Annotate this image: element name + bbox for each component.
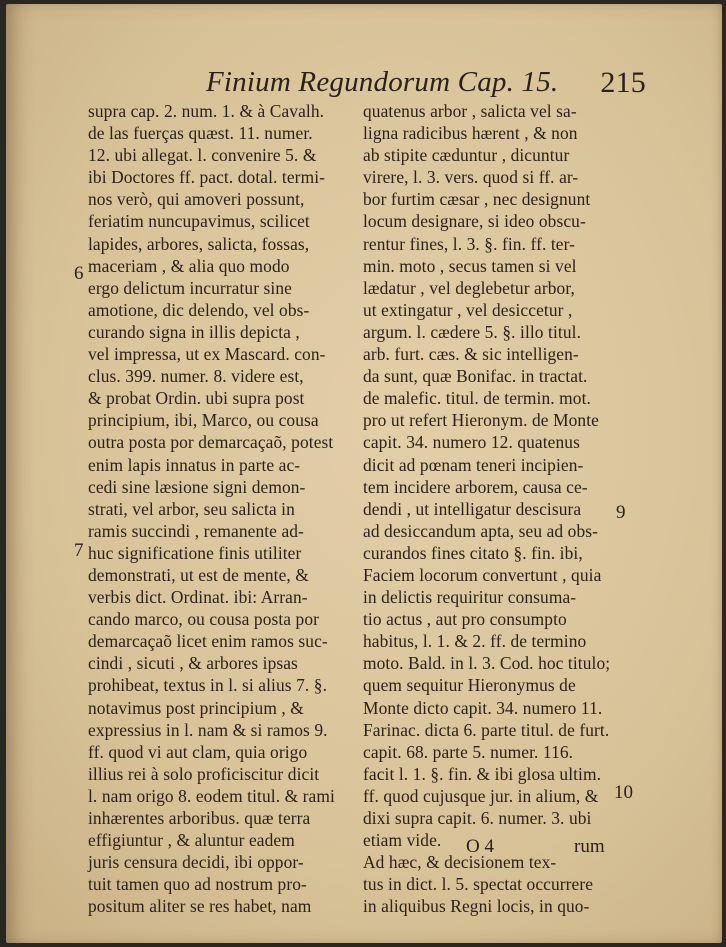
left-column-line: demarcaçaõ licet enim ramos suc- xyxy=(88,631,328,652)
left-column-line: nos verò, qui amoveri possunt, xyxy=(88,189,305,210)
left-column-line: positum aliter se res habet, nam xyxy=(88,896,312,917)
right-column-line: quatenus arbor , salicta vel sa- xyxy=(363,101,577,121)
margin-number-6: 6 xyxy=(74,263,84,284)
right-column-line: moto. Bald. in l. 3. Cod. hoc titulo; xyxy=(363,653,611,674)
right-column-line: ligna radicibus hærent , & non xyxy=(363,123,578,144)
left-column-line: principium, ibi, Marco, ou cousa xyxy=(88,410,319,431)
right-column-line: curandos fines citato §. fin. ibi, xyxy=(363,542,583,563)
left-column-line: juris censura decidi, ibi oppor- xyxy=(88,852,304,873)
right-column-line: ab stipite cæduntur , dicuntur xyxy=(363,145,570,166)
right-column-line: lædatur , vel deglebetur arbor, xyxy=(363,277,575,298)
right-column-line: capit. 68. parte 5. numer. 116. xyxy=(363,741,574,762)
right-column-line: rentur fines, l. 3. §. fin. ff. ter- xyxy=(363,233,576,254)
left-column-line: inhærentes arboribus. quæ terra xyxy=(88,808,311,828)
right-column-line: facit l. 1. §. fin. & ibi glosa ultim. xyxy=(363,763,602,784)
page-number: 215 xyxy=(600,66,646,99)
right-column-line: virere, l. 3. vers. quod si ff. ar- xyxy=(363,167,579,188)
left-column-line: cindi , sicuti , & arbores ipsas xyxy=(88,653,298,674)
left-column-line: outra posta por demarcaçaõ, potest xyxy=(88,432,334,453)
right-column-line: de malefic. titul. de termin. mot. xyxy=(363,388,591,409)
left-column-line: enim lapis innatus in parte ac- xyxy=(88,454,301,475)
left-column-line: tuit tamen quo ad nostrum pro- xyxy=(88,874,307,895)
right-column-line: in aliquibus Regni locis, in quo- xyxy=(363,896,590,917)
left-column-line: l. nam origo 8. eodem titul. & rami xyxy=(88,785,335,806)
right-column-line: capit. 34. numero 12. quatenus xyxy=(363,432,580,453)
left-column-line: lapides, arbores, salicta, fossas, xyxy=(88,233,310,254)
catchword: rum xyxy=(574,836,605,857)
left-column-line: ibi Doctores ff. pact. dotal. termi- xyxy=(88,167,326,188)
margin-number-9: 9 xyxy=(616,502,626,523)
right-column-line: habitus, l. 1. & 2. ff. de termino xyxy=(363,631,587,652)
right-column-line: etiam vide. xyxy=(363,830,442,851)
right-column-line: Faciem locorum convertunt , quia xyxy=(363,564,602,585)
left-column-line: prohibeat, textus in l. si alius 7. §. xyxy=(88,675,328,696)
left-column-line: amotione, dic delendo, vel obs- xyxy=(88,299,310,320)
left-column-line: feriatim nuncupavimus, scilicet xyxy=(88,211,310,232)
right-column-line: arb. furt. cæs. & sic intelligen- xyxy=(363,344,579,365)
left-column-line: notavimus post principium , & xyxy=(88,697,304,718)
right-column-line: dendi , ut intelligatur descisura xyxy=(363,498,582,519)
right-column-line: bor furtim cæsar , nec designunt xyxy=(363,189,591,210)
left-column-line: maceriam , & alia quo modo xyxy=(88,255,290,276)
right-column-line: locum designare, si ideo obscu- xyxy=(363,211,586,232)
margin-number-7: 7 xyxy=(74,540,84,561)
margin-number-10: 10 xyxy=(614,782,633,803)
left-column-line: vel impressa, ut ex Mascard. con- xyxy=(88,344,326,365)
left-column-line: expressius in l. nam & si ramos 9. xyxy=(88,719,328,740)
left-column-line: 12. ubi allegat. l. convenire 5. & xyxy=(88,145,317,166)
right-column-line: Ad hæc, & decisionem tex- xyxy=(363,852,557,873)
right-column-line: tem incidere arborem, causa ce- xyxy=(363,476,588,497)
right-column-line: quem sequitur Hieronymus de xyxy=(363,675,576,696)
left-column-line: curando signa in illis depicta , xyxy=(88,321,300,342)
right-column-line: ad desiccandum apta, seu ad obs- xyxy=(363,520,598,541)
right-column xyxy=(363,100,629,917)
left-column-line: ff. quod vi aut clam, quia origo xyxy=(88,741,308,762)
right-column-line: tus in dict. l. 5. spectat occurrere xyxy=(363,874,594,895)
right-column-line: dixi supra capit. 6. numer. 3. ubi xyxy=(363,808,592,828)
running-title: Finium Regundorum Cap. 15. xyxy=(206,66,559,98)
left-column-line: huc significatione finis utiliter xyxy=(88,542,302,563)
left-column-line: verbis dict. Ordinat. ibi: Arran- xyxy=(88,587,308,608)
right-column-line: in delictis requiritur consuma- xyxy=(363,587,577,608)
left-column-line: de las fuerças quæst. 11. numer. xyxy=(88,123,313,144)
left-column-line: ramis succindi , remanente ad- xyxy=(88,520,304,541)
left-column-line: clus. 399. numer. 8. videre est, xyxy=(88,366,304,387)
right-column-line: min. moto , secus tamen si vel xyxy=(363,255,577,276)
right-column-line: tio actus , aut pro consumpto xyxy=(363,609,567,630)
left-column xyxy=(88,100,358,917)
left-column-line: strati, vel arbor, seu salicta in xyxy=(88,498,295,519)
left-column-line: supra cap. 2. num. 1. & à Cavalh. xyxy=(88,101,325,121)
right-column-line: dicit ad pœnam teneri incipien- xyxy=(363,454,584,475)
left-column-line: demonstrati, ut est de mente, & xyxy=(88,564,309,585)
left-column-line: ergo delictum incurratur sine xyxy=(88,277,292,298)
left-column-line: cedi sine læsione signi demon- xyxy=(88,476,306,497)
right-column-line: Monte dicto capit. 34. numero 11. xyxy=(363,697,603,718)
right-column-line: da sunt, quæ Bonifac. in tractat. xyxy=(363,366,588,387)
right-column-line: ut extingatur , vel desiccetur , xyxy=(363,299,573,320)
book-page xyxy=(6,4,722,943)
right-column-line: pro ut refert Hieronym. de Monte xyxy=(363,410,599,431)
left-column-line: cando marco, ou cousa posta por xyxy=(88,609,320,630)
left-column-line: effigiuntur , & aluntur eadem xyxy=(88,830,295,851)
right-column-line: Farinac. dicta 6. parte titul. de furt. xyxy=(363,719,610,740)
left-column-line: & probat Ordin. ubi supra post xyxy=(88,388,305,409)
right-column-line: ff. quod cujusque jur. in alium, & xyxy=(363,785,599,806)
signature-mark: O 4 xyxy=(466,836,494,857)
left-column-line: illius rei à solo proficiscitur dicit xyxy=(88,763,320,784)
right-column-line: argum. l. cædere 5. §. illo titul. xyxy=(363,321,582,342)
